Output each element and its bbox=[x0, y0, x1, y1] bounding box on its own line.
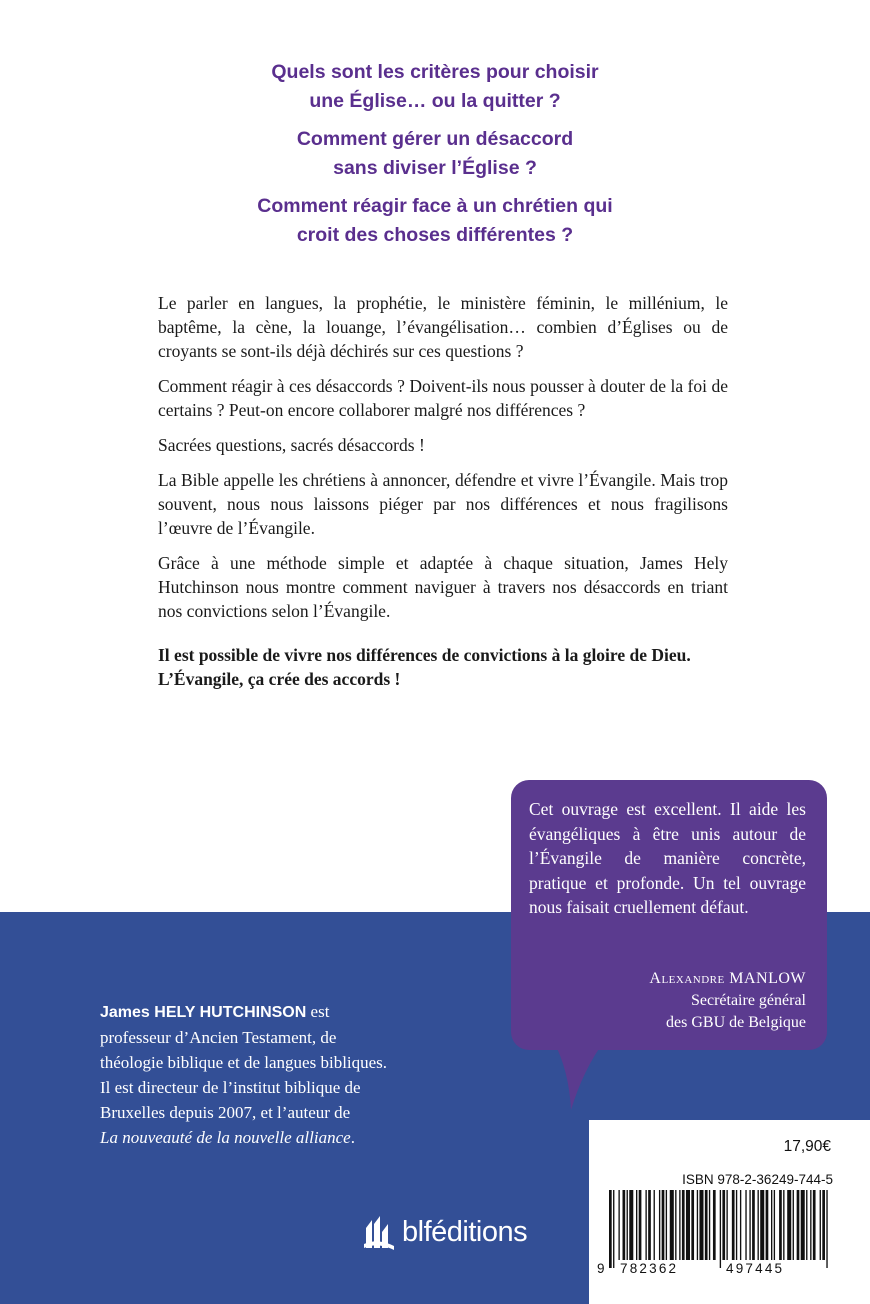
blurb-paragraph-1: Le parler en langues, la prophétie, le ministère féminin, le millénium, le baptême, la cène, la louange, l’évangélisation… combien d’Églises ou de croyants se sont-ils déjà déchirés sur ces questions ? bbox=[158, 293, 728, 361]
author-name: James HELY HUTCHINSON bbox=[100, 1004, 307, 1021]
blurb-paragraph-4: La Bible appelle les chrétiens à annoncer, défendre et vivre l’Évangile. Mais trop souvent, nous nous laissons piéger par nos différences et nous fragilisons l’œuvre de l’Évangile. bbox=[158, 470, 728, 538]
author-bio bbox=[100, 999, 460, 1150]
question-2-line-2: sans diviser l’Église ? bbox=[333, 157, 537, 179]
blurb-paragraph-3: Sacrées questions, sacrés désaccords ! bbox=[158, 435, 425, 455]
barcode-icon bbox=[609, 1190, 829, 1268]
bio-line-1 bbox=[100, 999, 460, 1025]
question-2-line-1: Comment gérer un désaccord bbox=[296, 128, 574, 150]
endorser-name: Alexandre MANLOW bbox=[649, 970, 806, 987]
question-1 bbox=[0, 58, 870, 116]
blurb-lead-statement: Il est possible de vivre nos différences de convictions à la gloire de Dieu. L’Évangile, ça crée des accords ! bbox=[158, 645, 691, 689]
bio-line-6 bbox=[100, 1125, 460, 1150]
question-3-line-1: Comment réagir face à un chrétien qui bbox=[257, 195, 613, 217]
bio-line-5: Bruxelles depuis 2007, et l’auteur de bbox=[100, 1103, 351, 1122]
endorser-role-line-2: des GBU de Belgique bbox=[666, 1014, 806, 1031]
endorsement-quote: Cet ouvrage est excellent. Il aide les évangéliques à être unis autour de l’Évangile de manière concrète, pratique et profonde. Un tel ouvrage nous faisait cruellement défaut. bbox=[529, 799, 806, 917]
barcode-digits-right: 497445 bbox=[726, 1261, 785, 1276]
blurb-text bbox=[158, 291, 728, 702]
blurb-paragraph-2: Comment réagir à ces désaccords ? Doivent-ils nous pousser à douter de la foi de certains ? Peut-on encore collaborer malgré nos différences ? bbox=[158, 376, 728, 420]
blurb-paragraph-5: Grâce à une méthode simple et adaptée à chaque situation, James Hely Hutchinson nous montre comment naviguer à travers nos désaccords en triant nos convictions selon l’Évangile. bbox=[158, 553, 728, 621]
bio-line-3: théologie biblique et de langues bibliques. bbox=[100, 1053, 388, 1072]
bio-line-4: Il est directeur de l’institut biblique de bbox=[100, 1078, 361, 1097]
barcode-digits-left: 782362 bbox=[620, 1261, 679, 1276]
price: 17,90€ bbox=[783, 1138, 831, 1155]
publisher-name: blféditions bbox=[402, 1216, 528, 1248]
question-1-line-1: Quels sont les critères pour choisir bbox=[271, 61, 599, 83]
book-title: La nouveauté de la nouvelle alliance bbox=[100, 1128, 351, 1147]
question-3 bbox=[0, 192, 870, 250]
endorser-role-line-1: Secrétaire général bbox=[690, 992, 806, 1009]
bio-line-1-rest: est bbox=[306, 1002, 330, 1021]
bio-line-2: professeur d’Ancien Testament, de bbox=[100, 1028, 337, 1047]
speech-bubble-tail-icon bbox=[553, 1040, 623, 1110]
publisher-logo-icon bbox=[362, 1214, 396, 1254]
barcode-digit-first: 9 bbox=[597, 1261, 607, 1276]
question-1-line-2: une Église… ou la quitter ? bbox=[309, 90, 561, 112]
endorsement-attribution bbox=[529, 968, 806, 1034]
question-2 bbox=[0, 125, 870, 183]
questions-block bbox=[0, 58, 870, 259]
book-title-period: . bbox=[350, 1128, 355, 1147]
isbn: ISBN 978-2-36249-744-5 bbox=[682, 1172, 833, 1187]
question-3-line-2: croit des choses différentes ? bbox=[296, 224, 574, 246]
